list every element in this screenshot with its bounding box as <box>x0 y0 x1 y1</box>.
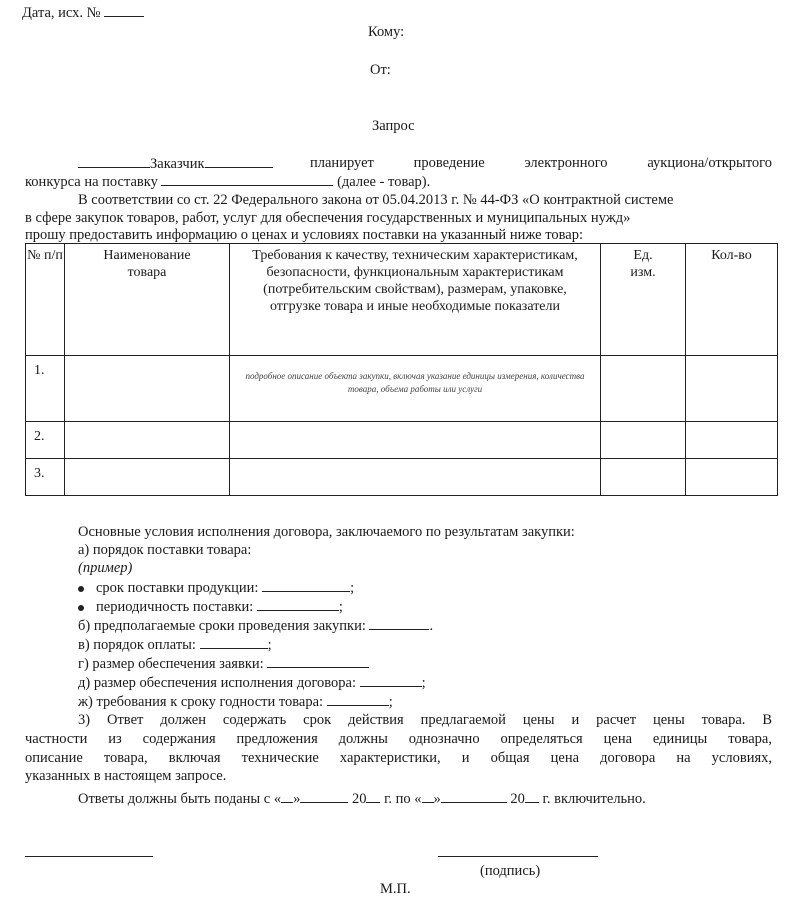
answer-line-4: указанных в настоящем запросе. <box>25 768 227 784</box>
table-row <box>26 422 778 459</box>
row-name-cell <box>65 422 230 459</box>
answer-line-3: описание товара, включая технические характеристики, и общая цена договора на условиях, <box>25 750 772 766</box>
deadline-until: г. по « <box>384 791 422 807</box>
row-name-cell <box>65 459 230 496</box>
condition-v <box>78 636 272 654</box>
blank-day-to <box>422 790 434 803</box>
condition-example: (пример) <box>78 560 133 576</box>
bullet-2-label: периодичность поставки: <box>96 599 254 615</box>
blank-goods-name <box>161 173 333 186</box>
conditions-heading: Основные условия исполнения договора, заключаемого по результатам закупки: <box>78 524 575 540</box>
intro-line-4: в сфере закупок товаров, работ, услуг для обеспечения государственных и муниципальных нужд» <box>25 210 631 226</box>
to-label: Кому: <box>368 24 405 40</box>
from-label: От: <box>370 62 391 78</box>
signature-label: (подпись) <box>480 863 541 879</box>
row-qty-cell <box>686 356 778 422</box>
condition-d-label: д) размер обеспечения исполнения договора: <box>78 675 357 691</box>
condition-g-label: г) размер обеспечения заявки: <box>78 656 264 672</box>
dot: . <box>429 618 434 634</box>
blank-month-to <box>441 790 507 803</box>
blank-delivery-term <box>262 579 350 592</box>
row-num: 3. <box>26 459 65 496</box>
bullet-icon <box>78 605 84 611</box>
header-num: № п/п <box>26 244 65 356</box>
condition-b-label: б) предполагаемые сроки проведения закупки: <box>78 618 366 634</box>
position-line <box>25 856 153 857</box>
blank-contract-security <box>360 674 422 687</box>
quote-close: » <box>433 791 441 807</box>
intro-line-2-start: конкурса на поставку <box>25 174 158 190</box>
bullet-1-label: срок поставки продукции: <box>96 580 259 596</box>
year-to: 20 <box>510 791 525 807</box>
blank-periodicity <box>257 598 339 611</box>
intro-line-1 <box>78 155 273 173</box>
blank-procurement-term <box>369 617 429 630</box>
table-header-row <box>26 244 778 356</box>
blank-customer-name-2 <box>205 155 273 168</box>
row-requirements-cell <box>230 356 601 422</box>
deadline-line <box>78 790 646 808</box>
document-title: Запрос <box>372 118 415 134</box>
year-from: 20 <box>351 791 367 807</box>
condition-g <box>78 655 369 673</box>
table-row <box>26 356 778 422</box>
condition-zh <box>78 693 393 711</box>
condition-a: а) порядок поставки товара: <box>78 542 252 558</box>
row-requirements-cell <box>230 422 601 459</box>
header-requirements: Требования к качеству, техническим характеристикам, безопасности, функциональным характеристикам (потребительским свойствам), размерам, упаковке, отгрузке товара и иные необходимые показатели <box>230 244 601 356</box>
bullet-item-2 <box>78 598 343 616</box>
semicolon: ; <box>388 694 393 710</box>
quote-close: » <box>293 791 301 807</box>
row-hint: подробное описание объекта закупки, включая указание единицы измерения, количества товара, объема работы или услуги <box>245 371 585 394</box>
intro-line-2-end: (далее - товар). <box>337 174 431 190</box>
deadline-prefix: Ответы должны быть поданы с « <box>78 791 282 807</box>
blank-year-to <box>525 790 539 803</box>
stamp-label: М.П. <box>380 881 411 897</box>
date-line <box>22 4 144 22</box>
row-unit-cell <box>601 356 686 422</box>
answer-line-2: частности из содержания предложения должны однозначно определяться цена единицы товара, <box>25 731 772 747</box>
deadline-suffix: г. включительно. <box>542 791 646 807</box>
date-blank <box>104 4 144 17</box>
intro-line-1-rest: планирует проведение электронного аукциона/открытого <box>310 155 772 171</box>
intro-line-3: В соответствии со ст. 22 Федерального закона от 05.04.2013 г. № 44-ФЗ «О контрактной системе <box>78 192 674 208</box>
date-label: Дата, исх. № <box>22 5 101 21</box>
header-qty: Кол-во <box>686 244 778 356</box>
signature-line <box>438 856 598 857</box>
blank-customer-name <box>78 155 150 168</box>
row-name-cell <box>65 356 230 422</box>
bullet-icon <box>78 586 84 592</box>
row-qty-cell <box>686 459 778 496</box>
answer-line-1: 3) Ответ должен содержать срок действия предлагаемой цены и расчет цены товара. В <box>78 712 772 728</box>
goods-table <box>25 243 778 496</box>
condition-v-label: в) порядок оплаты: <box>78 637 196 653</box>
blank-shelf-life <box>327 693 389 706</box>
blank-payment <box>200 636 268 649</box>
semicolon: ; <box>338 599 343 615</box>
condition-zh-label: ж) требования к сроку годности товара: <box>78 694 324 710</box>
table-row <box>26 459 778 496</box>
bullet-item-1 <box>78 579 354 597</box>
row-unit-cell <box>601 459 686 496</box>
semicolon: ; <box>421 675 426 691</box>
header-unit: Ед. изм. <box>601 244 686 356</box>
intro-line-5: прошу предоставить информацию о ценах и условиях поставки на указанный ниже товар: <box>25 227 583 243</box>
header-name: Наименование товара <box>65 244 230 356</box>
customer-word: Заказчик <box>150 156 205 172</box>
blank-day-from <box>281 790 293 803</box>
row-unit-cell <box>601 422 686 459</box>
blank-month-from <box>300 790 348 803</box>
blank-year-from <box>366 790 380 803</box>
semicolon: ; <box>350 580 355 596</box>
row-qty-cell <box>686 422 778 459</box>
row-num: 1. <box>26 356 65 422</box>
intro-line-2 <box>25 173 430 191</box>
condition-d <box>78 674 426 692</box>
row-requirements-cell <box>230 459 601 496</box>
row-num: 2. <box>26 422 65 459</box>
blank-bid-security <box>267 655 369 668</box>
semicolon: ; <box>267 637 272 653</box>
condition-b <box>78 617 433 635</box>
